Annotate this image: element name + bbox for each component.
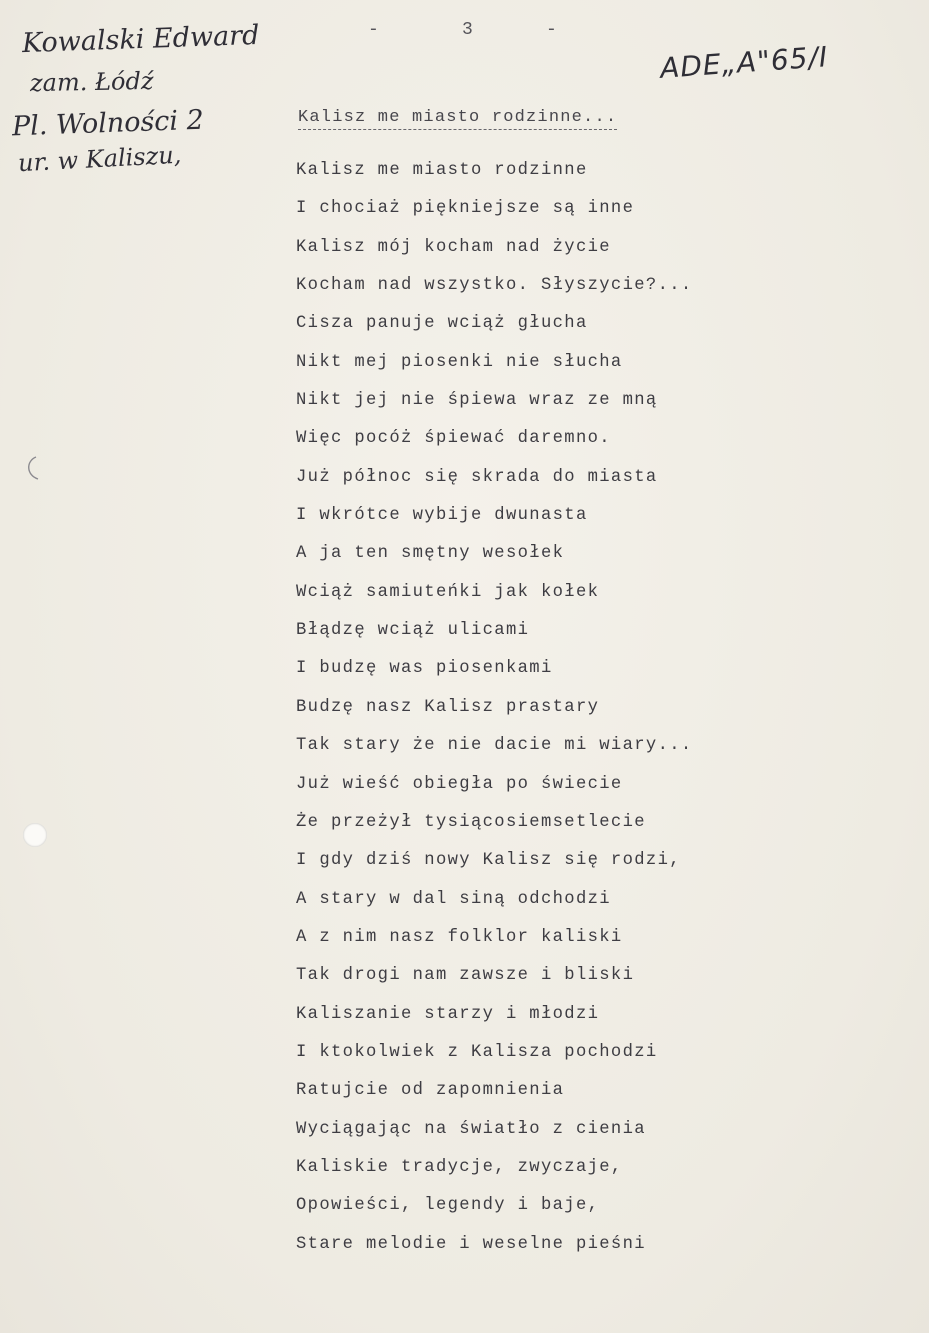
crescent-mark-icon (22, 455, 44, 481)
handwritten-name: Kowalski Edward (21, 19, 260, 60)
poem-line: Kocham nad wszystko. Słyszycie?... (296, 276, 693, 296)
poem-line: Tak stary że nie dacie mi wiary... (296, 736, 693, 756)
poem-title: Kalisz me miasto rodzinne... (298, 108, 617, 130)
handwritten-address-line-1: zam. Łódź (29, 66, 154, 98)
poem-line: Kalisz me miasto rodzinne (296, 161, 588, 180)
handwritten-address-line-2: Pl. Wolności 2 (11, 104, 205, 143)
poem-line: I budzę was piosenkami (296, 659, 553, 679)
poem-line: Wyciągając na światło z cienia (296, 1119, 646, 1139)
poem-line: Więc pocóż śpiewać daremno. (296, 429, 611, 449)
page-number-dash-right: - (546, 20, 557, 40)
poem-line: Ratujcie od zapomnienia (296, 1081, 565, 1101)
poem-line: Kaliszanie starzy i młodzi (296, 1004, 600, 1024)
poem-line: Nikt jej nie śpiewa wraz ze mną (296, 391, 658, 411)
poem-line: Cisza panuje wciąż głucha (296, 314, 588, 334)
poem-line: I wkrótce wybije dwunasta (296, 506, 588, 526)
poem-line: Że przeżył tysiącosiemsetlecie (296, 812, 646, 832)
poem-body (296, 160, 693, 1272)
poem-line: I chociaż piękniejsze są inne (296, 199, 635, 219)
handwritten-address-line-3: ur. w Kaliszu, (17, 140, 182, 178)
archive-reference-code: ADE„A"65/I (659, 40, 830, 85)
poem-line: Błądzę wciąż ulicami (296, 621, 530, 641)
poem-line: Wciąż samiuteńki jak kołek (296, 582, 600, 602)
poem-line: Kaliskie tradycje, zwyczaje, (296, 1157, 623, 1177)
poem-line: I gdy dziś nowy Kalisz się rodzi, (296, 851, 681, 871)
poem-line: Nikt mej piosenki nie słucha (296, 352, 623, 372)
punch-hole (23, 823, 47, 847)
page-number-dash-left: - (368, 20, 379, 40)
poem-line: I ktokolwiek z Kalisza pochodzi (296, 1042, 658, 1062)
poem-line: Tak drogi nam zawsze i bliski (296, 966, 635, 986)
poem-line: Stare melodie i weselne pieśni (296, 1234, 646, 1254)
poem-line: Już północ się skrada do miasta (296, 467, 658, 487)
poem-line: A ja ten smętny wesołek (296, 544, 565, 564)
poem-line: Budzę nasz Kalisz prastary (296, 697, 600, 717)
poem-line: Kalisz mój kocham nad życie (296, 237, 611, 257)
page-number: 3 (462, 20, 473, 40)
poem-line: A z nim nasz folklor kaliski (296, 927, 623, 947)
poem-line: Opowieści, legendy i baje, (296, 1196, 600, 1216)
poem-line: A stary w dal siną odchodzi (296, 889, 611, 909)
poem-line: Już wieść obiegła po świecie (296, 774, 623, 794)
